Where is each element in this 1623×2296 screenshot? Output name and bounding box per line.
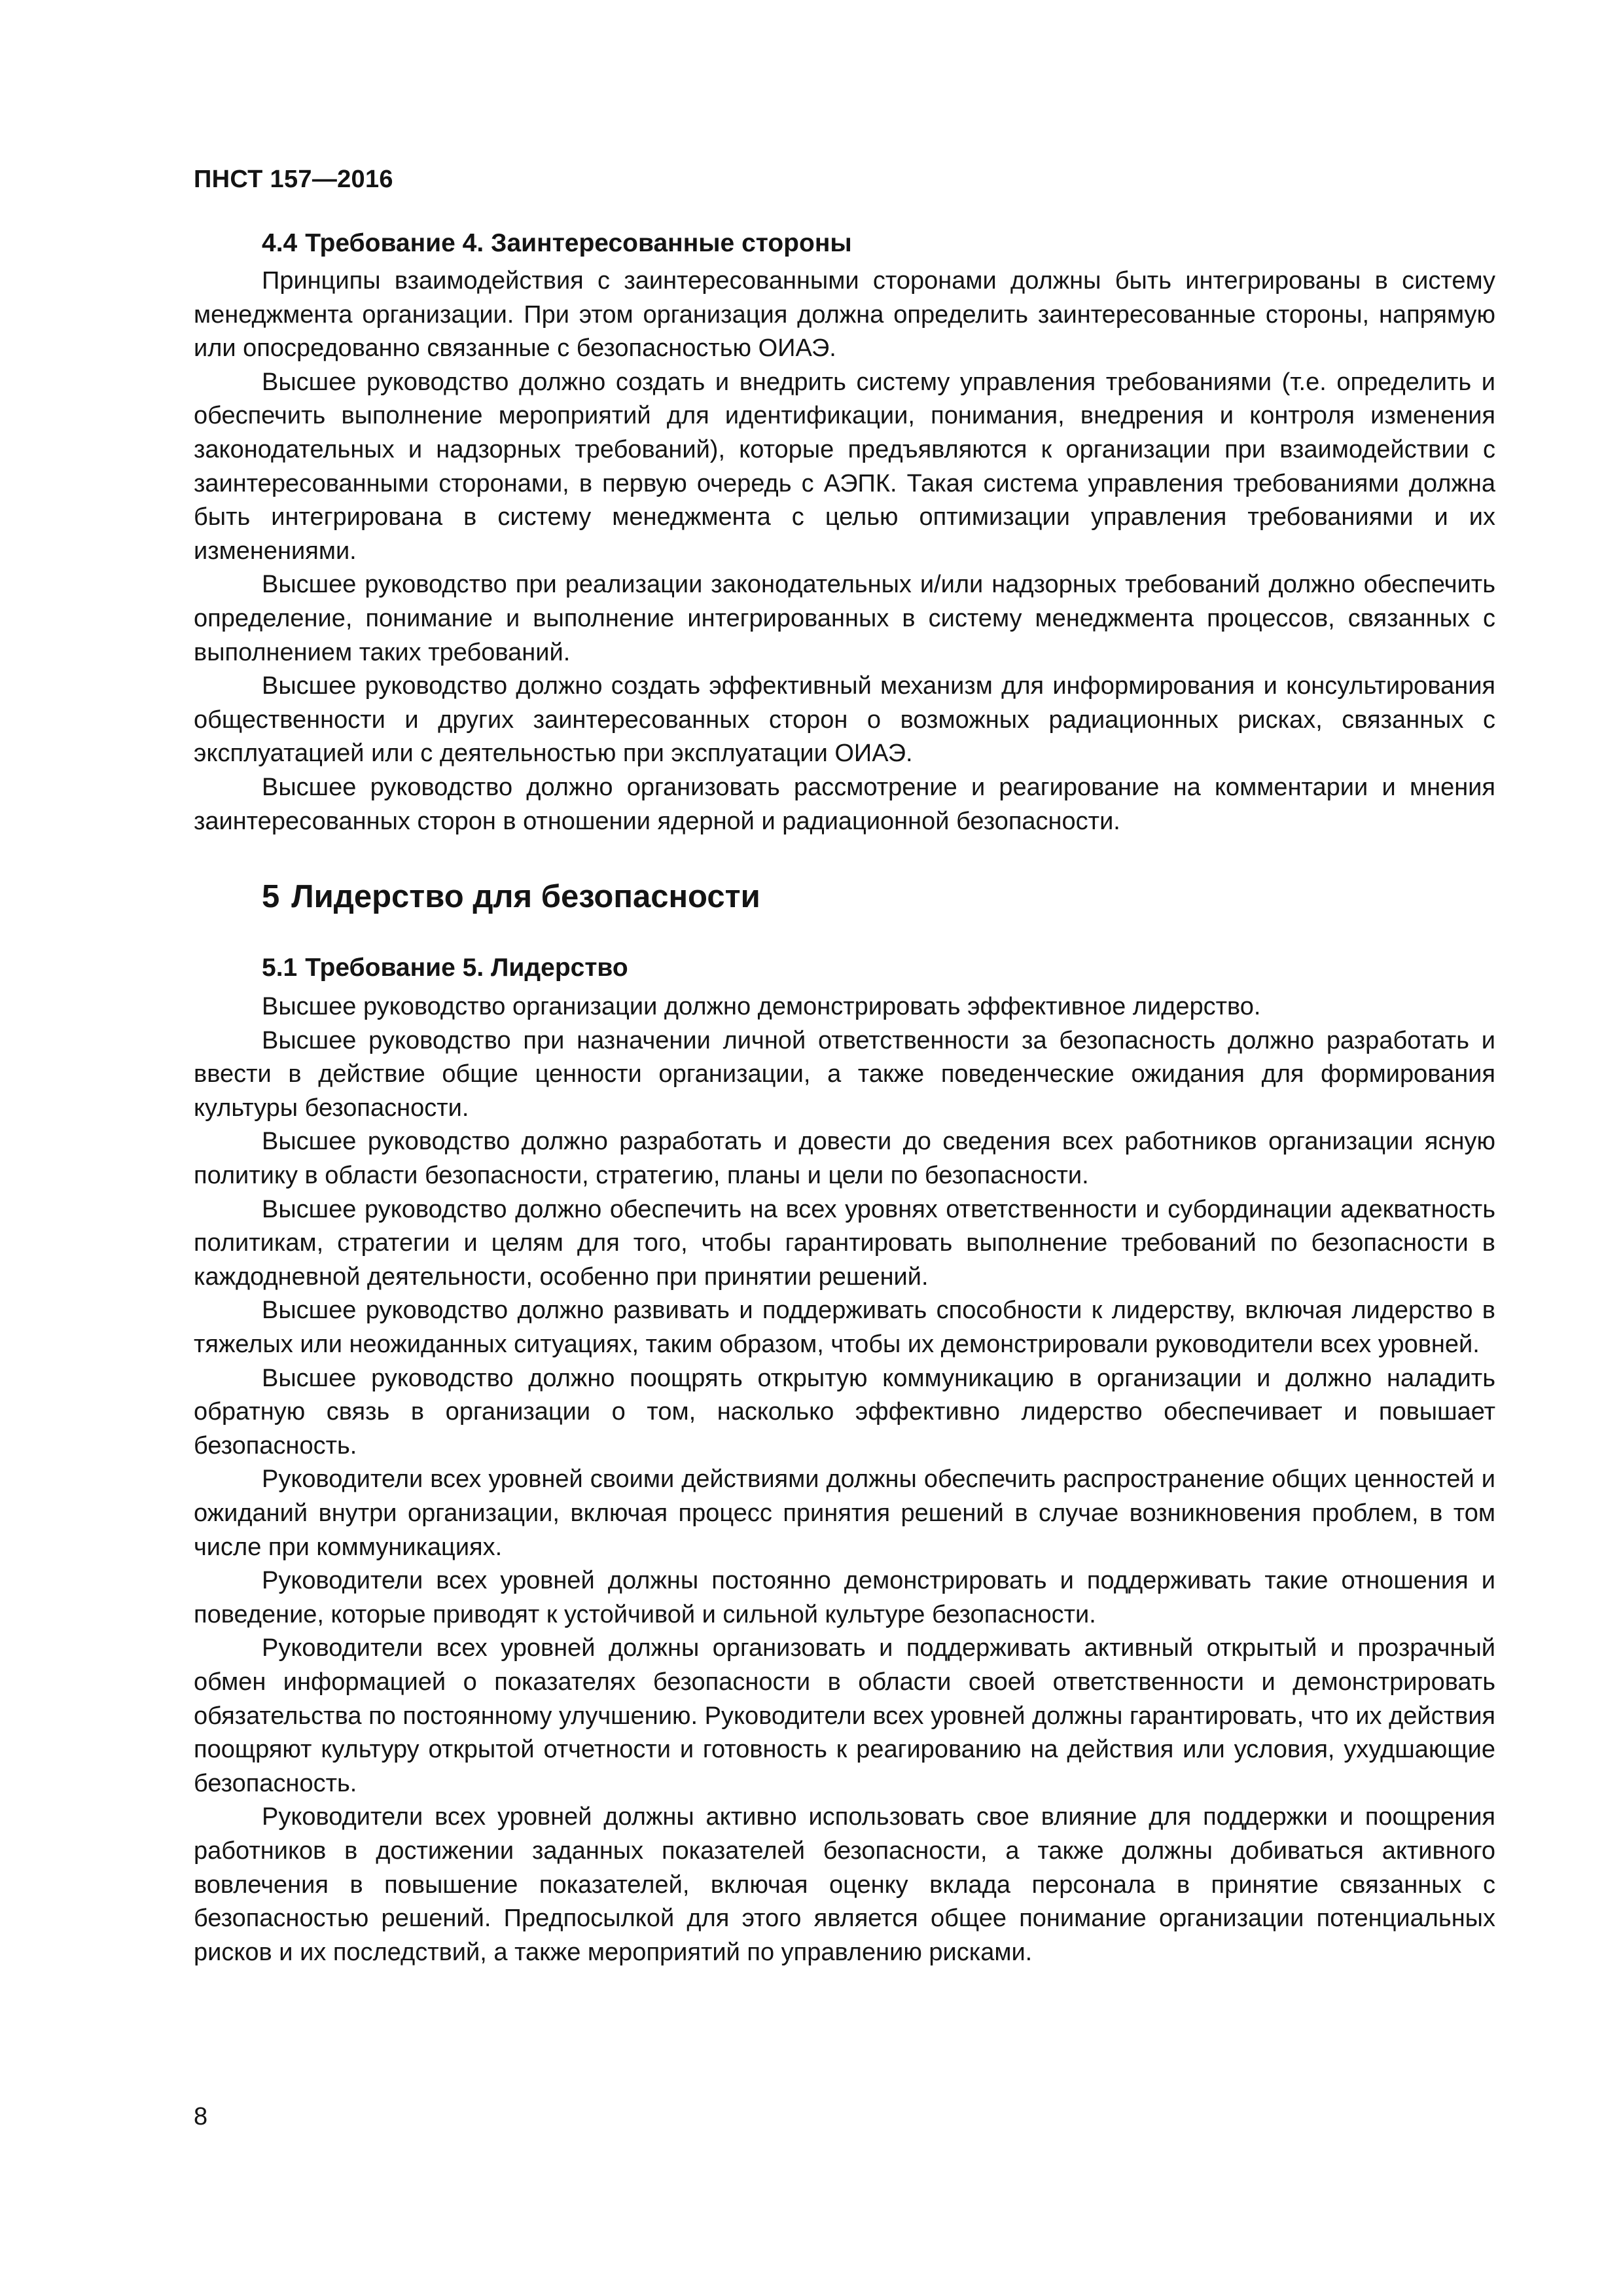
- paragraph: Высшее руководство должно создать и внедрить систему управления требованиями (т.е. определить и обеспечить выполнение мероприятий для идентификации, понимания, внедрения и контроля изменения законодательных и надзорных требований), которые предъявляются к организации при взаимодействии с заинтересованными сторонами, в первую очередь с АЭПК. Такая система управления требованиями должна быть интегрирована в систему менеджмента с целью оптимизации управления требованиями и их изменениями.: [194, 368, 1495, 565]
- section-title: Лидерство для безопасности: [291, 879, 760, 915]
- paragraph: Принципы взаимодействия с заинтересованными сторонами должны быть интегрированы в систему менеджмента организации. При этом организация должна определить заинтересованные стороны, напрямую или опосредованно связанные с безопасностью ОИАЭ.: [194, 267, 1495, 363]
- paragraph: Высшее руководство должно развивать и поддерживать способности к лидерству, включая лидерство в тяжелых или неожиданных ситуациях, таким образом, чтобы их демонстрировали руководители всех уровней.: [194, 1297, 1495, 1359]
- paragraph: Высшее руководство должно создать эффективный механизм для информирования и консультирования общественности и других заинтересованных сторон о возможных радиационных рисках, связанных с эксплуатацией или с деятельностью при эксплуатации ОИАЭ.: [194, 672, 1495, 768]
- paragraph: Высшее руководство организации должно демонстрировать эффективное лидерство.: [262, 993, 1261, 1021]
- subsection-5-1-heading: [194, 951, 1495, 985]
- paragraph: Высшее руководство должно обеспечить на всех уровнях ответственности и субординации адекватность политикам, стратегии и целям для того, чтобы гарантировать выполнение требований по безопасности в каждодневной деятельности, особенно при принятии решений.: [194, 1195, 1495, 1291]
- document-body: [194, 226, 1495, 1969]
- section-5-heading: [194, 876, 1495, 917]
- paragraph: Руководители всех уровней своими действиями должны обеспечить распространение общих ценностей и ожиданий внутри организации, включая процесс принятия решений в случае возникновения проблем, в том числе при коммуникациях.: [194, 1465, 1495, 1561]
- standard-code-header: ПНСТ 157—2016: [194, 166, 393, 193]
- paragraph: Руководители всех уровней должны организовать и поддерживать активный открытый и прозрачный обмен информацией о показателях безопасности в области своей ответственности и демонстрировать обязательства по постоянному улучшению. Руководители всех уровней должны гарантировать, что их действия поощряют культуру открытой отчетности и готовность к реагированию на действия или условия, ухудшающие безопасность.: [194, 1634, 1495, 1797]
- section-number: 5: [262, 879, 280, 915]
- paragraph: Руководители всех уровней должны постоянно демонстрировать и поддерживать такие отношения и поведение, которые приводят к устойчивой и сильной культуре безопасности.: [194, 1567, 1495, 1628]
- subsection-4-4-heading: [194, 226, 1495, 260]
- paragraph: Руководители всех уровней должны активно использовать свое влияние для поддержки и поощрения работников в достижении заданных показателей безопасности, а также должны добиваться активного вовлечения в повышение показателей, включая оценку вклада персонала в принятие связанных с безопасностью решений. Предпосылкой для этого является общее понимание организации потенциальных рисков и их последствий, а также мероприятий по управлению рисками.: [194, 1803, 1495, 1966]
- subsection-title: Требование 4. Заинтересованные стороны: [305, 229, 852, 257]
- subsection-number: 4.4: [262, 229, 298, 257]
- page-number: 8: [194, 2103, 208, 2130]
- paragraph: Высшее руководство должно разработать и довести до сведения всех работников организации ясную политику в области безопасности, стратегию, планы и цели по безопасности.: [194, 1128, 1495, 1190]
- paragraph: Высшее руководство должно поощрять открытую коммуникацию в организации и должно наладить обратную связь в организации о том, насколько эффективно лидерство обеспечивает и повышает безопасность.: [194, 1364, 1495, 1460]
- paragraph: Высшее руководство при назначении личной ответственности за безопасность должно разработать и ввести в действие общие ценности организации, а также поведенческие ожидания для формирования культуры безопасности.: [194, 1026, 1495, 1122]
- paragraph: Высшее руководство должно организовать рассмотрение и реагирование на комментарии и мнения заинтересованных сторон в отношении ядерной и радиационной безопасности.: [194, 773, 1495, 835]
- paragraph: Высшее руководство при реализации законодательных и/или надзорных требований должно обеспечить определение, понимание и выполнение интегрированных в систему менеджмента процессов, связанных с выполнением таких требований.: [194, 571, 1495, 666]
- subsection-number: 5.1: [262, 954, 298, 982]
- subsection-title: Требование 5. Лидерство: [305, 954, 628, 982]
